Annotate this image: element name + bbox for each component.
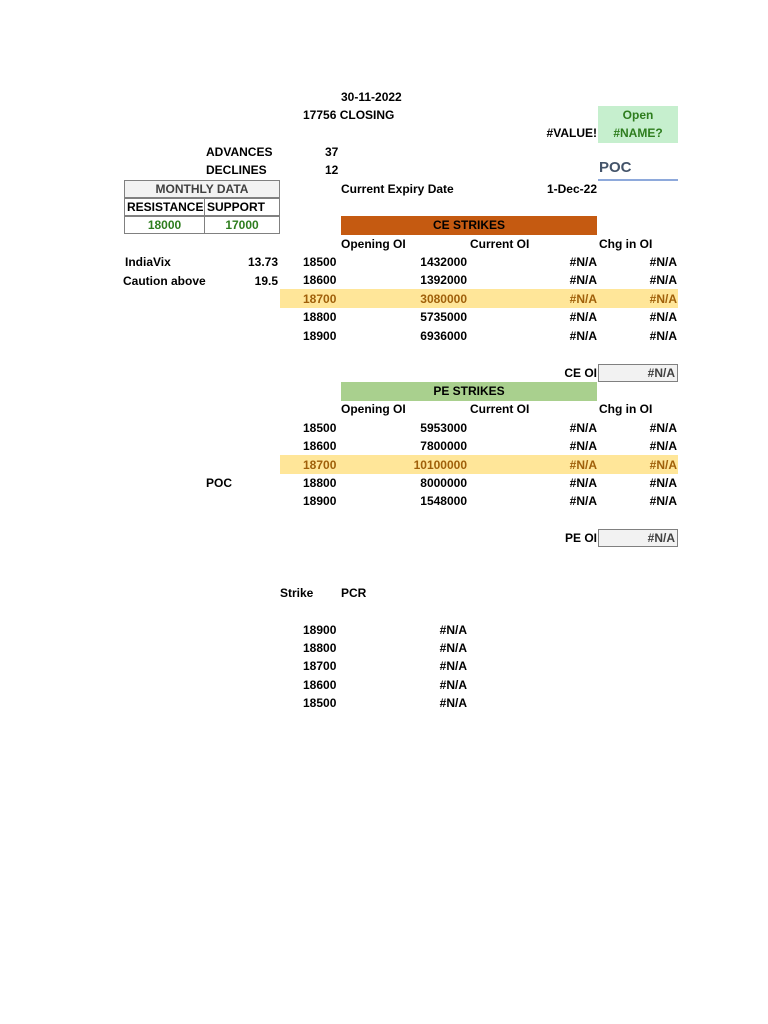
ce-strike: 18500 xyxy=(303,255,337,269)
pcr-strike-header: Strike xyxy=(280,586,314,600)
pe-header-current: Current OI xyxy=(470,402,530,416)
name-error-cell: #NAME? xyxy=(613,126,663,140)
pe-opening-oi: 1548000 xyxy=(420,494,467,508)
pcr-value: #N/A xyxy=(439,641,467,655)
expiry-value: 1-Dec-22 xyxy=(546,182,597,196)
pe-opening-oi: 5953000 xyxy=(420,421,467,435)
ce-strike: 18800 xyxy=(303,310,337,324)
ce-strike: 18600 xyxy=(303,273,337,287)
ce-strike: 18900 xyxy=(303,329,337,343)
ce-chg-oi: #N/A xyxy=(649,310,677,324)
ce-current-oi: #N/A xyxy=(569,292,597,306)
ce-opening-oi: 1432000 xyxy=(420,255,467,269)
ce-header-current: Current OI xyxy=(470,237,530,251)
pe-chg-oi: #N/A xyxy=(649,494,677,508)
pcr-strike: 18500 xyxy=(303,696,337,710)
closing-value: 17756 CLOSING xyxy=(303,108,395,122)
ce-strike: 18700 xyxy=(303,292,337,306)
pcr-strike: 18600 xyxy=(303,678,337,692)
pe-oi-total: #N/A xyxy=(598,529,678,547)
ce-opening-oi: 6936000 xyxy=(420,329,467,343)
pe-strike: 18900 xyxy=(303,494,337,508)
pe-chg-oi: #N/A xyxy=(649,476,677,490)
declines-label: DECLINES xyxy=(206,163,267,177)
value-error-cell: #VALUE! xyxy=(546,126,597,140)
pe-opening-oi: 7800000 xyxy=(420,439,467,453)
pe-current-oi: #N/A xyxy=(569,439,597,453)
expiry-label: Current Expiry Date xyxy=(341,182,454,196)
sheet-date: 30-11-2022 xyxy=(341,90,402,104)
pe-opening-oi: 10100000 xyxy=(413,458,467,472)
ce-header-chg: Chg in OI xyxy=(599,237,653,251)
pe-header-chg: Chg in OI xyxy=(599,402,653,416)
pe-current-oi: #N/A xyxy=(569,494,597,508)
caution-label: Caution above xyxy=(123,274,206,288)
pcr-value: #N/A xyxy=(439,696,467,710)
pe-chg-oi: #N/A xyxy=(649,458,677,472)
pe-strike: 18800 xyxy=(303,476,337,490)
ce-opening-oi: 3080000 xyxy=(420,292,467,306)
pcr-strike: 18700 xyxy=(303,659,337,673)
caution-value: 19.5 xyxy=(254,274,278,288)
support-value: 17000 xyxy=(204,216,280,234)
pcr-value: #N/A xyxy=(439,678,467,692)
pcr-value: #N/A xyxy=(439,659,467,673)
ce-header-opening: Opening OI xyxy=(341,237,406,251)
advances-value: 37 xyxy=(325,145,339,159)
ce-chg-oi: #N/A xyxy=(649,273,677,287)
ce-oi-total: #N/A xyxy=(598,364,678,382)
pe-poc-label: POC xyxy=(206,476,233,490)
pe-current-oi: #N/A xyxy=(569,476,597,490)
ce-strikes-band: CE STRIKES xyxy=(341,216,597,235)
pe-header-opening: Opening OI xyxy=(341,402,406,416)
ce-chg-oi: #N/A xyxy=(649,329,677,343)
pe-chg-oi: #N/A xyxy=(649,421,677,435)
declines-value: 12 xyxy=(325,163,339,177)
ce-current-oi: #N/A xyxy=(569,273,597,287)
advances-label: ADVANCES xyxy=(206,145,273,159)
pe-strike: 18600 xyxy=(303,439,337,453)
pcr-strike: 18800 xyxy=(303,641,337,655)
indiavix-value: 13.73 xyxy=(247,255,278,269)
pcr-header: PCR xyxy=(341,586,367,600)
poc-heading: POC xyxy=(599,159,632,176)
ce-current-oi: #N/A xyxy=(569,329,597,343)
indiavix-label: IndiaVix xyxy=(125,255,171,269)
pe-strike: 18500 xyxy=(303,421,337,435)
pe-current-oi: #N/A xyxy=(569,458,597,472)
poc-underline xyxy=(598,179,678,181)
resistance-value: 18000 xyxy=(124,216,205,234)
resistance-label: RESISTANCE xyxy=(124,198,205,216)
ce-current-oi: #N/A xyxy=(569,310,597,324)
ce-chg-oi: #N/A xyxy=(649,292,677,306)
open-label: Open xyxy=(622,108,654,122)
ce-opening-oi: 5735000 xyxy=(420,310,467,324)
ce-opening-oi: 1392000 xyxy=(420,273,467,287)
ce-chg-oi: #N/A xyxy=(649,255,677,269)
pcr-value: #N/A xyxy=(439,623,467,637)
pe-current-oi: #N/A xyxy=(569,421,597,435)
pe-chg-oi: #N/A xyxy=(649,439,677,453)
ce-oi-label: CE OI xyxy=(564,366,597,380)
pcr-strike: 18900 xyxy=(303,623,337,637)
support-label: SUPPORT xyxy=(204,198,280,216)
pe-strikes-band: PE STRIKES xyxy=(341,382,597,401)
pe-oi-label: PE OI xyxy=(564,531,597,545)
monthly-data-title: MONTHLY DATA xyxy=(124,180,280,198)
pe-opening-oi: 8000000 xyxy=(420,476,467,490)
ce-current-oi: #N/A xyxy=(569,255,597,269)
pe-strike: 18700 xyxy=(303,458,337,472)
